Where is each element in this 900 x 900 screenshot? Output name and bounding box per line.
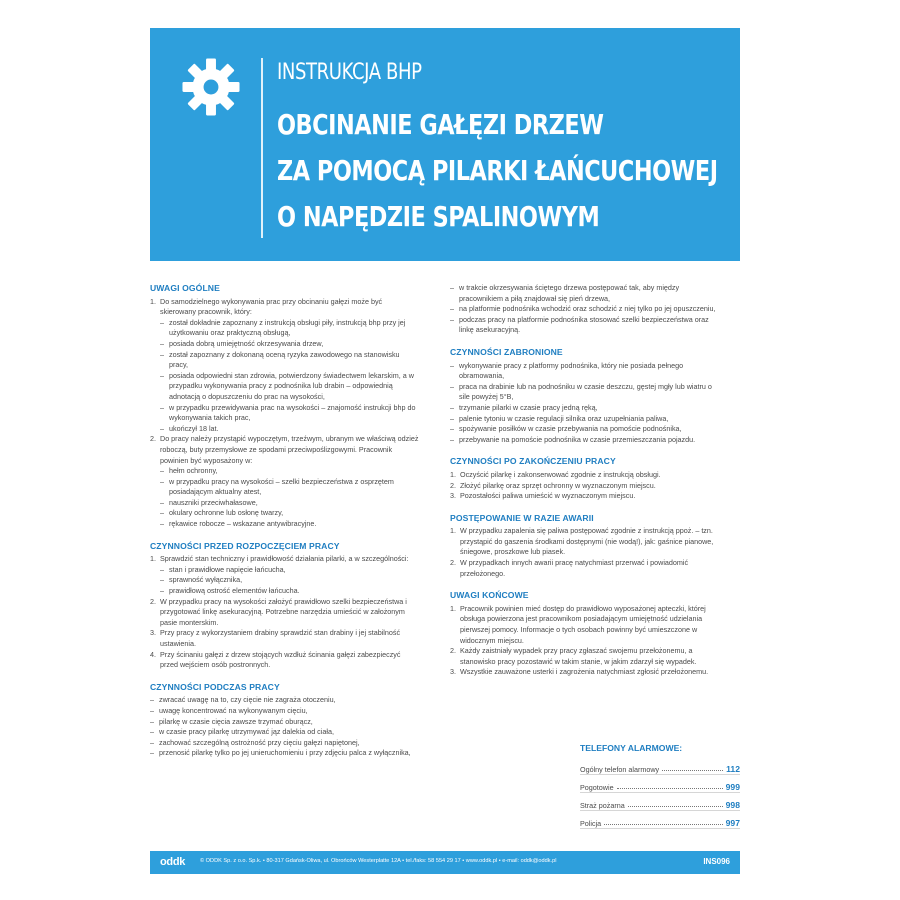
- phone-label: Pogotowie: [580, 783, 614, 792]
- list-item: – uwagę koncentrować na wykonywanym cięciu,: [150, 706, 420, 717]
- sub-item-text: został dokładnie zapoznany z instrukcją obsługi piły, instrukcją bhp przy jej użytkowaniu oraz praktyczną obsługą,: [169, 317, 406, 338]
- sub-item-text: sprawność wyłącznika,: [169, 575, 243, 585]
- item-text: Przy pracy z wykorzystaniem drabiny sprawdzić stan drabiny i jej stabilność ustawienia.: [160, 628, 401, 648]
- section-czynnosci-zabronione: [450, 347, 720, 445]
- section-heading: UWAGI OGÓLNE: [150, 283, 220, 293]
- sub-item-text: posiada odpowiedni stan zdrowia, potwierdzony świadectwem lekarskim, a w przypadku wykonywania pracy z podnośnika lub drabin – odpowiednią adnotacją o dopuszczeniu do prac na wysokości,: [169, 370, 414, 401]
- section-podczas-pracy: [150, 682, 420, 759]
- emergency-phones-box: [580, 743, 740, 830]
- item-number: 3.: [450, 667, 456, 677]
- item-text: przebywanie na pomoście podnośnika w czasie przemieszczania pojazdu.: [459, 434, 696, 444]
- phone-number: 998: [725, 800, 740, 810]
- header-banner: [150, 28, 740, 261]
- list-item: [150, 597, 420, 629]
- list-item: [450, 491, 720, 502]
- sub-item: – sprawność wyłącznika,: [150, 575, 420, 586]
- item-text: Pozostałości paliwa umieścić w wyznaczonym miejscu.: [460, 491, 636, 501]
- footer-bar: [150, 851, 740, 874]
- phone-row: [580, 812, 740, 829]
- section-przed-rozpoczeciem: [150, 541, 420, 671]
- item-number: 1.: [450, 603, 456, 613]
- section-heading: CZYNNOŚCI PODCZAS PRACY: [150, 681, 280, 692]
- sub-item-text: w przypadku pracy na wysokości – szelki bezpieczeństwa z osprzętem posiadającym aktualny atest,: [169, 476, 394, 497]
- list-item: [450, 667, 720, 678]
- section-awaria: [450, 513, 720, 580]
- sub-item: – hełm ochronny,: [150, 466, 420, 477]
- phone-number: 997: [725, 818, 740, 828]
- phone-label: Ogólny telefon alarmowy: [580, 765, 660, 774]
- list-item: – przenosić pilarkę tylko po jej unieruchomieniu i przy zdjęciu palca z wyłącznika,: [150, 748, 420, 759]
- sub-item: – posiada odpowiedni stan zdrowia, potwierdzony świadectwem lekarskim, a w przypadku wykonywania pracy z podnośnika lub drabin – odpowiednią adnotacją o dopuszczeniu do prac na wysokości,: [150, 371, 420, 403]
- title-line-2: ZA POMOCĄ PILARKI ŁAŃCUCHOWEJ: [277, 154, 718, 187]
- sub-item: – ukończył 18 lat.: [150, 424, 420, 435]
- sub-item-text: został zapoznany z dokonaną oceną ryzyka zawodowego na stanowisku pracy,: [169, 349, 400, 370]
- list-item: – w trakcie okrzesywania ściętego drzewa postępować tak, aby między pracownikiem a piłą znajdował się pień drzewa,: [450, 283, 720, 304]
- item-text: pilarkę w czasie cięcia zawsze trzymać oburącz,: [159, 716, 313, 726]
- list-item: [150, 650, 420, 671]
- sub-item-text: stan i prawidłowe napięcie łańcucha,: [169, 564, 286, 574]
- list-item: – spożywanie posiłków w czasie przebywania na pomoście podnośnika,: [450, 424, 720, 435]
- section-heading: POSTĘPOWANIE W RAZIE AWARII: [450, 512, 594, 523]
- phone-row: [580, 776, 740, 793]
- item-number: 2.: [450, 480, 456, 490]
- item-number: 1.: [150, 554, 156, 564]
- item-text: Przy ścinaniu gałęzi z drzew stojących wzdłuż ścinania gałęzi zabezpieczyć przed wejściem osób postronnych.: [160, 649, 401, 670]
- item-text: trzymanie pilarki w czasie pracy jedną ręką,: [459, 402, 598, 412]
- sub-item: – został dokładnie zapoznany z instrukcją obsługi piły, instrukcją bhp przy jej użytkowaniu oraz praktyczną obsługą,: [150, 318, 420, 339]
- sub-item-text: w przypadku przewidywania prac na wysokości – znajomość instrukcji bhp do wykonywania takich prac,: [169, 402, 416, 423]
- list-item: – wykonywanie pracy z platformy podnośnika, który nie posiada pełnego obramowania,: [450, 361, 720, 382]
- title-line-3: O NAPĘDZIE SPALINOWYM: [277, 200, 600, 233]
- item-text: praca na drabinie lub na podnośniku w czasie deszczu, gęstej mgły lub wiatru o sile powyżej 5°B,: [459, 381, 712, 402]
- sub-item-text: hełm ochronny,: [169, 466, 218, 476]
- section-heading: UWAGI KOŃCOWE: [450, 590, 529, 601]
- item-text: Złożyć pilarkę oraz sprzęt ochronny w wyznaczonym miejscu.: [460, 480, 656, 490]
- item-text: W przypadku pracy na wysokości założyć prawidłowo szelki bezpieczeństwa i przygotować linkę asekuracyjną. Potrzebne narzędzia umieścić w założonym pasie monterskim.: [160, 596, 407, 627]
- list-item: [150, 297, 420, 318]
- section-heading: CZYNNOŚCI ZABRONIONE: [450, 346, 563, 357]
- item-number: 1.: [150, 296, 156, 306]
- section-heading: CZYNNOŚCI PO ZAKOŃCZENIU PRACY: [450, 456, 616, 467]
- list-item: [450, 646, 720, 667]
- list-item: – w czasie pracy pilarkę utrzymywać jąz dalekia od ciała,: [150, 727, 420, 738]
- sub-item: – prawidłową ostrość elementów łańcucha.: [150, 586, 420, 597]
- item-number: 4.: [150, 649, 156, 659]
- item-text: spożywanie posiłków w czasie przebywania na pomoście podnośnika,: [459, 424, 682, 434]
- sub-item: – posiada dobrą umiejętność okrzesywania drzew,: [150, 339, 420, 350]
- phones-heading: TELEFONY ALARMOWE:: [580, 743, 683, 753]
- item-number: 2.: [150, 596, 156, 606]
- list-item: – praca na drabinie lub na podnośniku w czasie deszczu, gęstej mgły lub wiatru o sile powyżej 5°B,: [450, 382, 720, 403]
- section-podczas-pracy-continued: [450, 283, 720, 336]
- oddk-logo: oddk: [160, 856, 186, 868]
- document-kicker: INSTRUKCJA BHP: [277, 60, 422, 85]
- item-number: 3.: [450, 491, 456, 501]
- sub-item: – okulary ochronne lub osłonę twarzy,: [150, 508, 420, 519]
- sub-item: – w przypadku pracy na wysokości – szelki bezpieczeństwa z osprzętem posiadającym aktualny atest,: [150, 477, 420, 498]
- item-number: 1.: [450, 526, 456, 536]
- list-item: – palenie tytoniu w czasie regulacji silnika oraz uzupełniania paliwa,: [450, 414, 720, 425]
- list-item: [450, 558, 720, 579]
- item-text: Do samodzielnego wykonywania prac przy obcinaniu gałęzi może być skierowany pracownik, który:: [160, 296, 383, 317]
- header-divider: [261, 58, 263, 238]
- item-number: 1.: [450, 469, 456, 479]
- phone-label: Policja: [580, 819, 602, 828]
- list-item: [150, 434, 420, 466]
- item-text: na platformie podnośnika wchodzić oraz schodzić z niej tylko po jej opuszczeniu,: [459, 304, 716, 314]
- sub-item: – został zapoznany z dokonaną oceną ryzyka zawodowego na stanowisku pracy,: [150, 350, 420, 371]
- list-item: – pilarkę w czasie cięcia zawsze trzymać oburącz,: [150, 717, 420, 728]
- sub-item-text: prawidłową ostrość elementów łańcucha.: [169, 586, 300, 596]
- phone-number: 999: [725, 782, 740, 792]
- item-text: W przypadkach innych awarii pracę natychmiast przerwać i powiadomić przełożonego.: [460, 558, 689, 578]
- list-item: – trzymanie pilarki w czasie pracy jedną ręką,: [450, 403, 720, 414]
- sub-item-text: rękawice robocze – wskazane antywibracyjne.: [169, 519, 317, 529]
- item-text: uwagę koncentrować na wykonywanym cięciu,: [159, 705, 308, 715]
- sub-item-text: okulary ochronne lub osłonę twarzy,: [169, 508, 284, 518]
- section-heading: CZYNNOŚCI PRZED ROZPOCZĘCIEM PRACY: [150, 540, 340, 551]
- item-text: Oczyścić pilarkę i zakonserwować zgodnie z instrukcją obsługi.: [460, 469, 661, 479]
- phone-row: [580, 794, 740, 811]
- item-number: 2.: [450, 558, 456, 568]
- sub-item-text: posiada dobrą umiejętność okrzesywania drzew,: [169, 338, 324, 348]
- sub-item-text: ukończył 18 lat.: [169, 423, 219, 433]
- item-number: 3.: [150, 628, 156, 638]
- list-item: – na platformie podnośnika wchodzić oraz schodzić z niej tylko po jej opuszczeniu,: [450, 304, 720, 315]
- item-text: Pracownik powinien mieć dostęp do prawidłowo wyposażonej apteczki, której obsługa powierzona jest pracownikom posiadającym umiejętność udzielania pierwszej pomocy. Informacje o tych osobach powinny być umieszczone w widocznym miejscu.: [460, 603, 706, 645]
- item-text: Sprawdzić stan techniczny i prawidłowość działania pilarki, a w szczególności:: [160, 554, 409, 564]
- gear-icon: [180, 56, 242, 118]
- item-text: zwracać uwagę na to, czy cięcie nie zagraża otoczeniu,: [159, 695, 336, 705]
- item-number: 2.: [150, 434, 156, 444]
- list-item: – przebywanie na pomoście podnośnika w czasie przemieszczania pojazdu.: [450, 435, 720, 446]
- sub-item: – rękawice robocze – wskazane antywibracyjne.: [150, 519, 420, 530]
- document-code: INS096: [703, 857, 730, 866]
- list-item: [450, 604, 720, 646]
- list-item: – podczas pracy na platformie podnośnika stosować szelki bezpieczeństwa oraz linkę asekuracyjną.: [450, 315, 720, 336]
- title-line-1: OBCINANIE GAŁĘZI DRZEW: [277, 108, 604, 141]
- document-title: [277, 102, 718, 240]
- item-text: podczas pracy na platformie podnośnika stosować szelki bezpieczeństwa oraz linkę asekuracyjną.: [459, 314, 709, 335]
- section-uwagi-ogolne: [150, 283, 420, 530]
- item-text: palenie tytoniu w czasie regulacji silnika oraz uzupełniania paliwa,: [459, 413, 669, 423]
- item-text: Wszystkie zauważone usterki i zagrożenia natychmiast zgłosić przełożonemu.: [460, 667, 709, 677]
- phone-number: 112: [726, 764, 740, 774]
- item-text: W przypadku zapalenia się paliwa postępować zgodnie z instrukcją ppoż. – tzn. przystąpić do gaszenia środkami dostępnymi (nie wodą!), jak: gaśnice pianowe, śniegowe, proszkowe lub piasek.: [460, 526, 714, 557]
- item-number: 2.: [450, 646, 456, 656]
- list-item: [450, 481, 720, 492]
- sub-item-text: nauszniki przeciwhałasowe,: [169, 497, 258, 507]
- item-text: wykonywanie pracy z platformy podnośnika, który nie posiada pełnego obramowania,: [459, 360, 684, 381]
- list-item: [150, 554, 420, 565]
- item-text: w trakcie okrzesywania ściętego drzewa postępować tak, aby między pracownikiem a piłą znajdował się pień drzewa,: [459, 283, 680, 303]
- sub-item: – stan i prawidłowe napięcie łańcucha,: [150, 565, 420, 576]
- phone-row: [580, 758, 740, 775]
- item-text: zachować szczególną ostrożność przy cięciu gałęzi napiętonej,: [159, 737, 360, 747]
- item-text: w czasie pracy pilarkę utrzymywać jąz dalekia od ciała,: [159, 727, 334, 737]
- item-text: przenosić pilarkę tylko po jej unieruchomieniu i przy zdjęciu palca z wyłącznika,: [159, 748, 411, 758]
- section-uwagi-koncowe: [450, 590, 720, 678]
- item-text: Każdy zaistniały wypadek przy pracy zgłaszać swojemu przełożonemu, a stanowisko pracy pozostawić w takim stanie, w jakim zdarzył się wypadek.: [460, 646, 697, 666]
- phone-label: Straż pożarna: [580, 801, 625, 810]
- list-item: – zachować szczególną ostrożność przy cięciu gałęzi napiętonej,: [150, 738, 420, 749]
- list-item: [150, 628, 420, 649]
- list-item: [450, 470, 720, 481]
- right-column: [450, 283, 720, 689]
- list-item: – zwracać uwagę na to, czy cięcie nie zagraża otoczeniu,: [150, 695, 420, 706]
- list-item: [450, 526, 720, 558]
- left-column: [150, 283, 420, 770]
- section-po-zakonczeniu: [450, 456, 720, 501]
- item-text: Do pracy należy przystąpić wypoczętym, trzeźwym, ubranym we właściwą odzież roboczą, buty przemysłowe ze spodami przeciwpoślizgowymi. Pracownik powinien być wyposażony w:: [160, 434, 419, 465]
- footer-contact: © ODDK Sp. z o.o. Sp.k. • 80-317 Gdańsk-Oliwa, ul. Obrońców Westerplatte 12A • tel./faks: 58 554 29 17 • www.oddk.pl • e-mail: oddk@oddk.pl: [200, 858, 557, 864]
- document-page: [150, 28, 740, 874]
- sub-item: – nauszniki przeciwhałasowe,: [150, 498, 420, 509]
- sub-item: – w przypadku przewidywania prac na wysokości – znajomość instrukcji bhp do wykonywania takich prac,: [150, 403, 420, 424]
